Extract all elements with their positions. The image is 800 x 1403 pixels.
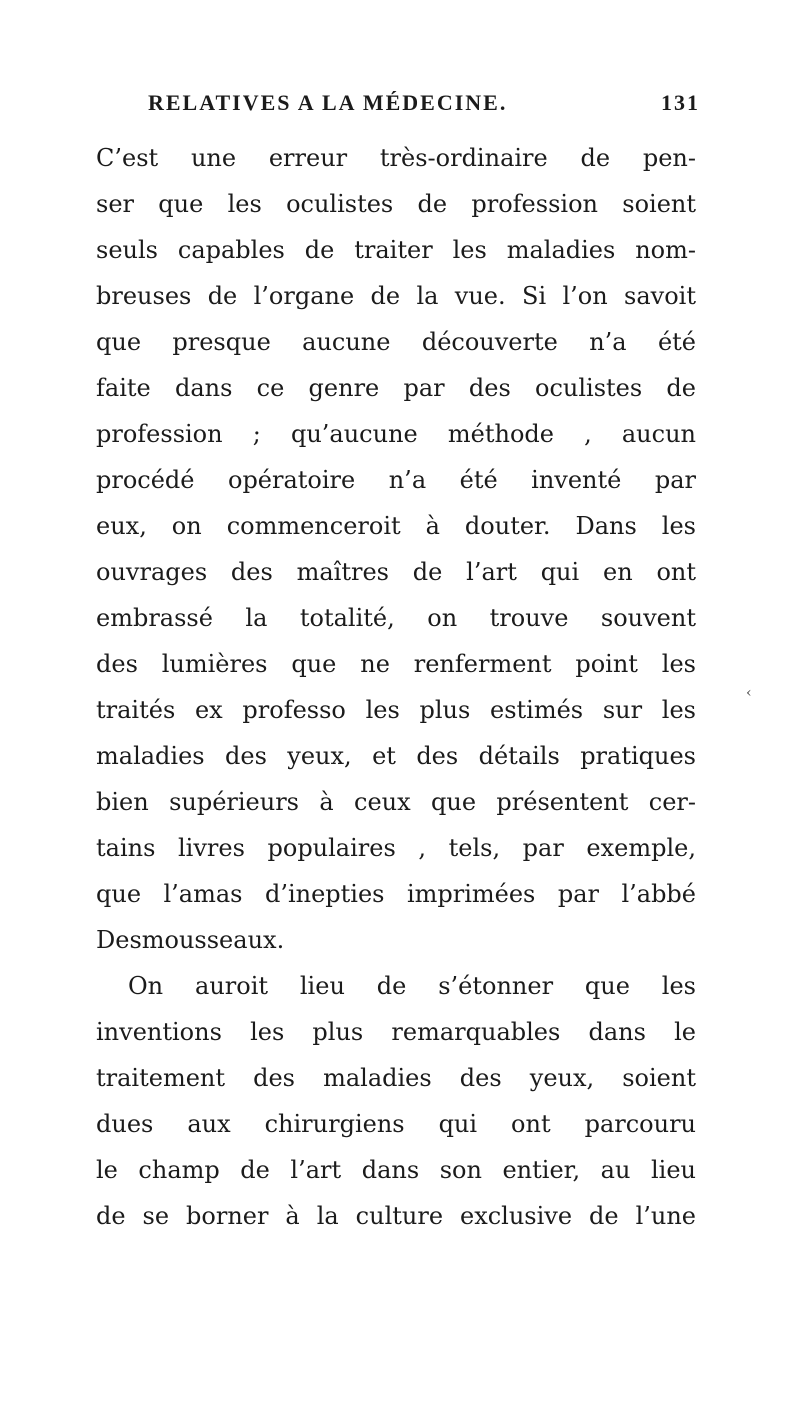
text-line: de se borner à la culture exclusive de l’une [96,1202,696,1230]
text-line: procédé opératoire n’a été inventé par [96,466,696,494]
text-line: seuls capables de traiter les maladies nom- [96,236,696,264]
text-line: que l’amas d’inepties imprimées par l’abbé [96,880,696,908]
text-line: inventions les plus remarquables dans le [96,1018,696,1046]
running-title: RELATIVES A LA MÉDECINE. [148,90,508,115]
text-line: traités ex professo les plus estimés sur les [96,696,696,724]
text-line: tains livres populaires , tels, par exemple, [96,834,696,862]
text-line: bien supérieurs à ceux que présentent cer- [96,788,696,816]
page-number: 131 [661,90,700,115]
text-line: faite dans ce genre par des oculistes de [96,374,696,402]
text-line: maladies des yeux, et des détails pratiques [96,742,696,770]
text-line: C’est une erreur très-ordinaire de pen- [96,144,696,172]
text-line: ouvrages des maîtres de l’art qui en ont [96,558,696,586]
margin-mark: ‹ [746,685,752,701]
text-line: traitement des maladies des yeux, soient [96,1064,696,1092]
text-line: breuses de l’organe de la vue. Si l’on savoit [96,282,696,310]
text-line: embrassé la totalité, on trouve souvent [96,604,696,632]
text-line: On auroit lieu de s’étonner que les [128,972,696,1000]
page-header [140,90,700,130]
text-line: eux, on commenceroit à douter. Dans les [96,512,696,540]
body-text [96,135,696,1239]
text-line: des lumières que ne renferment point les [96,650,696,678]
text-line: le champ de l’art dans son entier, au lieu [96,1156,696,1184]
text-line: Desmousseaux. [96,926,285,954]
text-line: que presque aucune découverte n’a été [96,328,696,356]
text-line: dues aux chirurgiens qui ont parcouru [96,1110,696,1138]
text-line: ser que les oculistes de profession soient [96,190,696,218]
text-line: profession ; qu’aucune méthode , aucun [96,420,696,448]
